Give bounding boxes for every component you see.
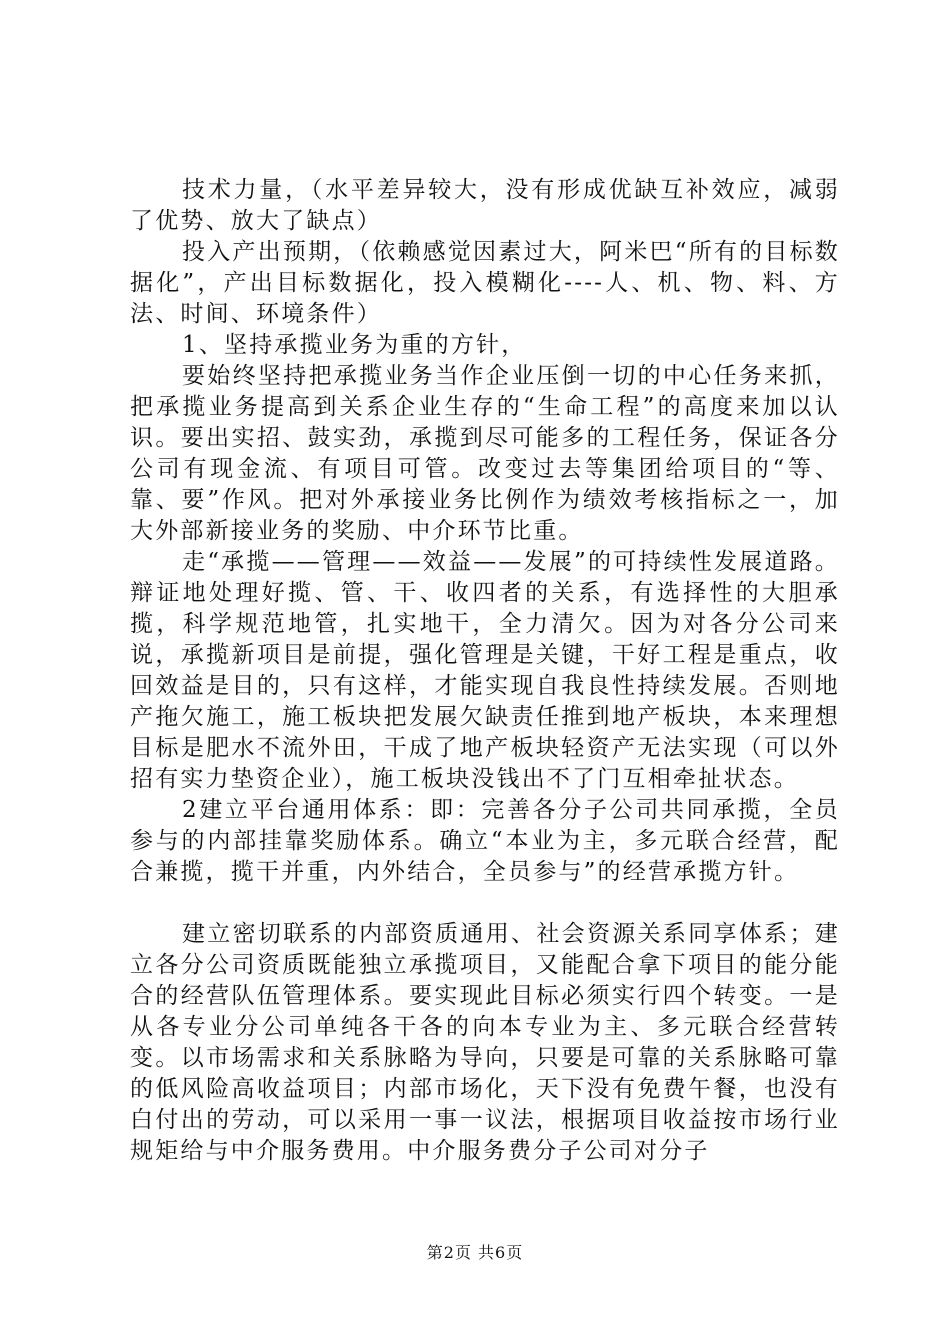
paragraph-spacer bbox=[130, 888, 840, 919]
document-body bbox=[130, 175, 840, 1167]
paragraph-sustainable-path: 走“承揽——管理——效益——发展”的可持续性发展道路。辩证地处理好揽、管、干、收四者的关系，有选择性的大胆承揽，科学规范地管，扎实地干，全力清欠。因为对各分公司来说，承揽新项目是前提，强化管理是关键，干好工程是重点，收回效益是目的，只有这样，才能实现自我良性持续发展。否则地产拖欠施工，施工板块把发展欠缺责任推到地产板块，本来理想目标是肥水不流外田，干成了地产板块轻资产无法实现（可以外招有实力垫资企业），施工板块没钱出不了门互相牵扯状态。 bbox=[130, 549, 840, 792]
page-footer: 第2页 共6页 bbox=[426, 1243, 524, 1262]
paragraph-heading-2: 2建立平台通用体系：即：完善各分子公司共同承揽，全员参与的内部挂靠奖励体系。确立“本业为主，多元联合经营，配合兼揽，揽干并重，内外结合，全员参与”的经营承揽方针。 bbox=[130, 797, 840, 885]
paragraph-business-priority: 要始终坚持把承揽业务当作企业压倒一切的中心任务来抓，把承揽业务提高到关系企业生存的“生命工程”的高度来加以认识。要出实招、鼓实劲，承揽到尽可能多的工程任务，保证各分公司有现金流、有项目可管。改变过去等集团给项目的“等、靠、要”作风。把对外承接业务比例作为绩效考核指标之一，加大外部新接业务的奖励、中介环节比重。 bbox=[130, 363, 840, 544]
paragraph-heading-1: 1、坚持承揽业务为重的方针， bbox=[182, 332, 527, 358]
paragraph-input-output: 投入产出预期，（依赖感觉因素过大，阿米巴“所有的目标数据化”，产出目标数据化，投入模糊化----人、机、物、料、方法、时间、环境条件） bbox=[130, 239, 840, 327]
paragraph-technical-strength: 技术力量，（水平差异较大，没有形成优缺互补效应，减弱了优势、放大了缺点） bbox=[130, 177, 840, 234]
paragraph-resource-sharing: 建立密切联系的内部资质通用、社会资源关系同享体系；建立各分公司资质既能独立承揽项目，又能配合拿下项目的能分能合的经营队伍管理体系。要实现此目标必须实行四个转变。一是从各专业分公司单纯各干各的向本专业为主、多元联合经营转变。以市场需求和关系脉略为导向，只要是可靠的关系脉略可靠的低风险高收益项目；内部市场化，天下没有免费午餐，也没有白付出的劳动，可以采用一事一议法，根据项目收益按市场行业规矩给与中介服务费用。中介服务费分子公司对分子 bbox=[130, 921, 840, 1164]
